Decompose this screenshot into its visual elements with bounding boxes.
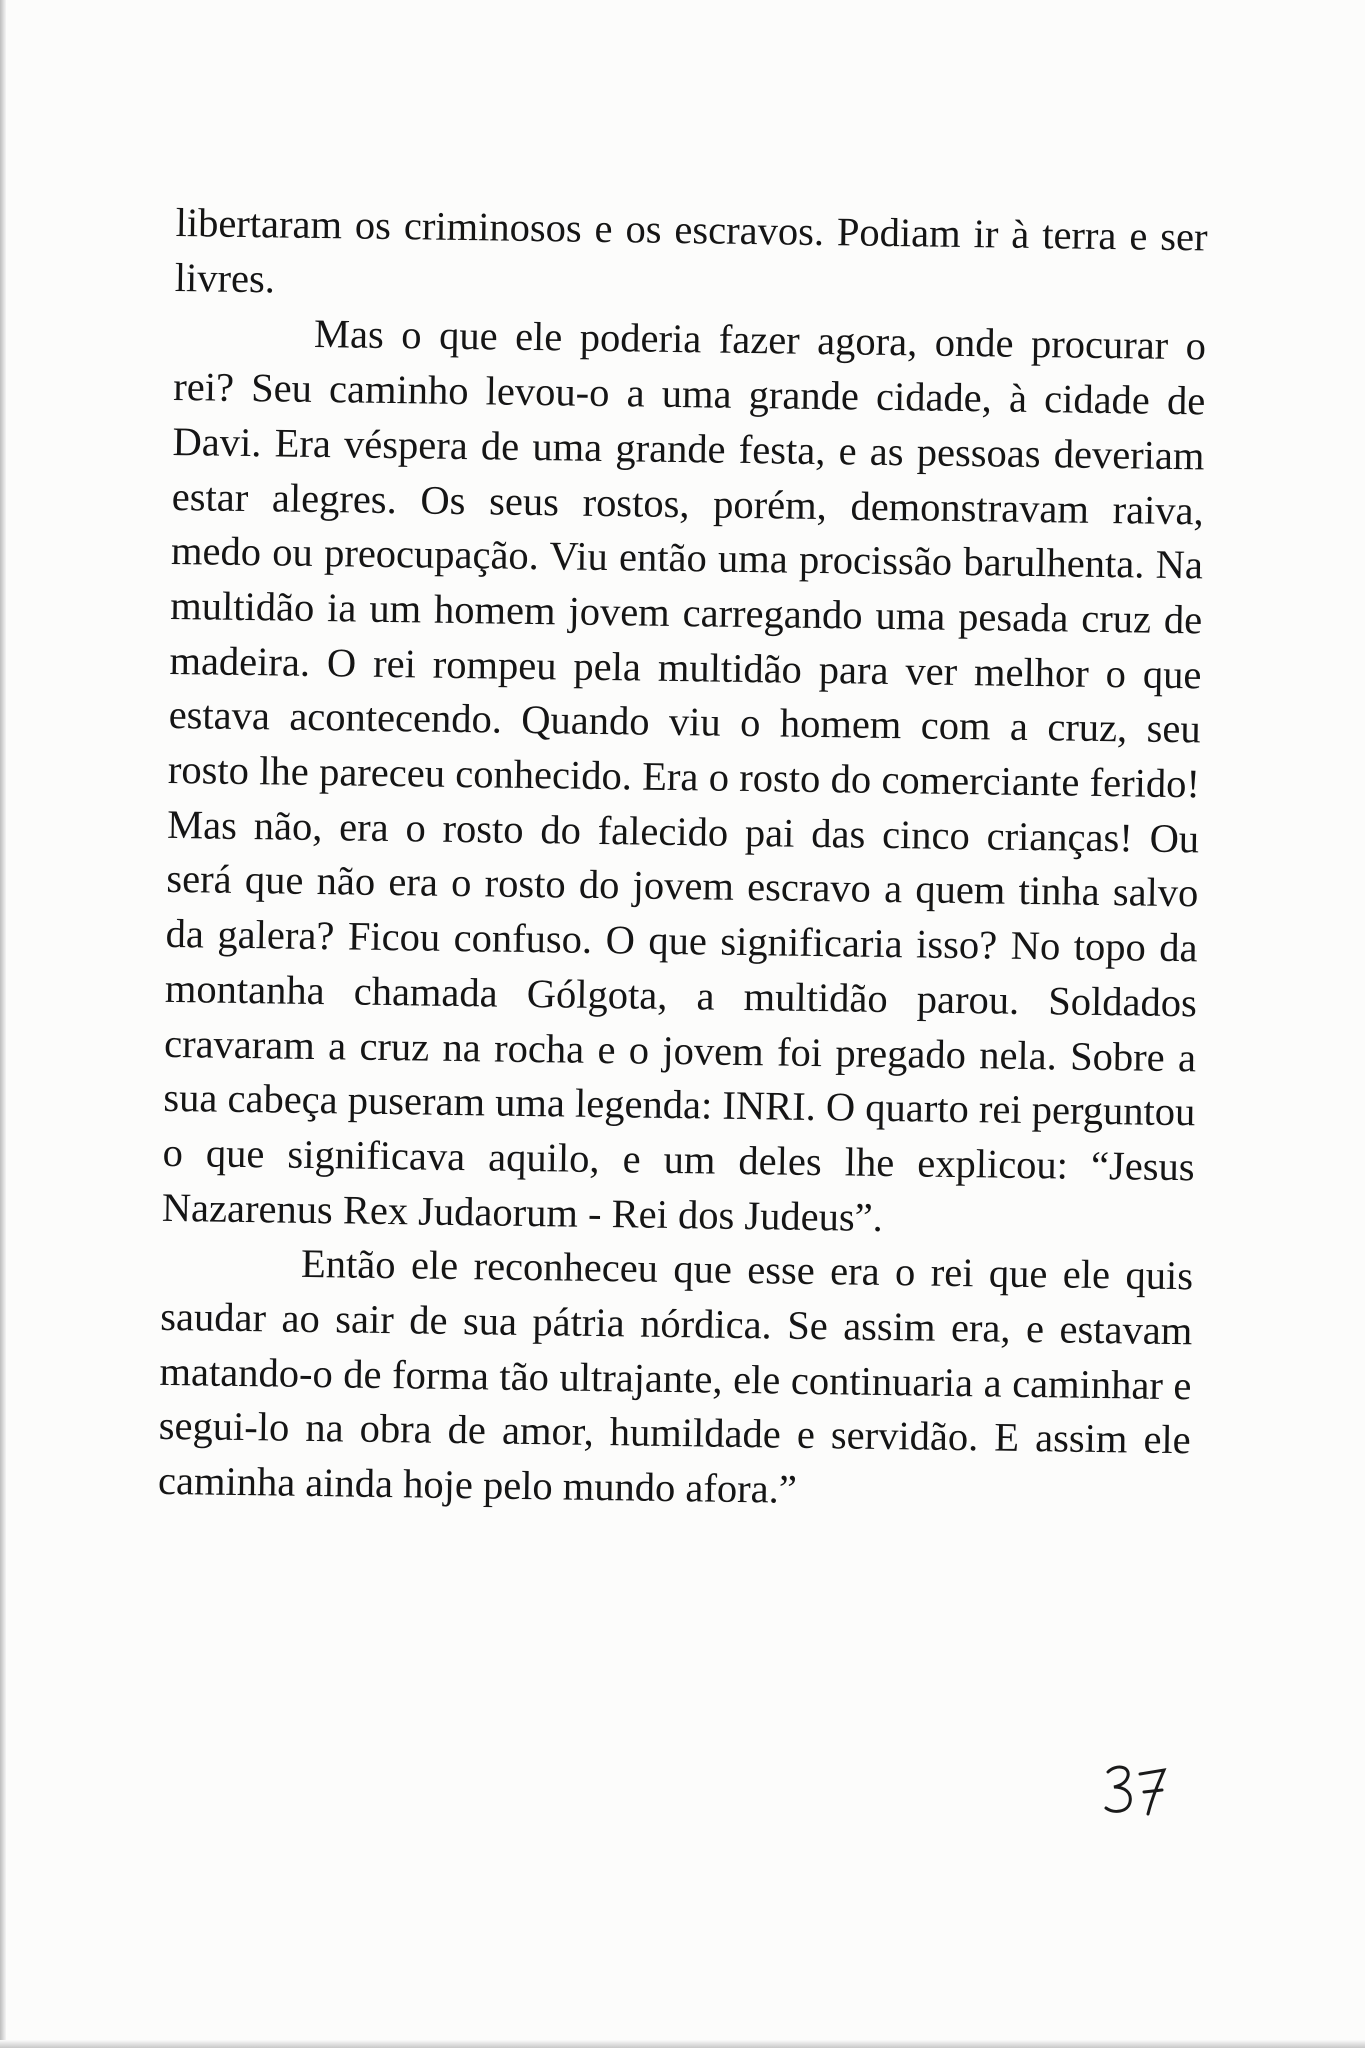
paragraph-2: Mas o que ele poderia fazer agora, onde procurar o rei? Seu caminho levou-o a uma grande cidade, à cidade de Davi. Era véspera de uma grande festa, e as pessoas deveriam estar alegres. Os seus rostos, porém, demonstravam raiva, medo ou preocupação. Viu então uma procissão barulhenta. Na multidão ia um homem jovem carregando uma pesada cruz de madeira. O rei rompeu pela multidão para ver melhor o que estava acontecendo. Quando viu o homem com a cruz, seu rosto lhe pareceu conhecido. Era o rosto do comerciante ferido! Mas não, era o rosto do falecido pai das cinco crianças! Ou será que não era o rosto do jovem escravo a quem tinha salvo da galera? Ficou confuso. O que significaria isso? No topo da montanha chamada Gólgota, a multidão parou. Soldados cravaram a cruz na rocha e o jovem foi pregado nela. Sobre a sua cabeça puseram uma legenda: INRI. O quarto rei perguntou o que significava aquilo, e um deles lhe explicou: “Jesus Nazarenus Rex Judaorum - Rei dos Judeus”. xyxy=(161,311,1207,1240)
paragraph-1: libertaram os criminosos e os escravos. Podiam ir à terra e ser livres. xyxy=(174,199,1208,302)
handwritten-page-number xyxy=(1100,1758,1180,1818)
page-edge-bottom xyxy=(0,2040,1365,2048)
page-edge-left xyxy=(0,0,6,2048)
body-text xyxy=(158,196,1208,1523)
paragraph-3: Então ele reconheceu que esse era o rei que ele quis saudar ao sair de sua pátria nórdica. Se assim era, e estavam matando-o de forma tão ultrajante, ele continuaria a caminhar e segui-lo na obra de amor, humildade e servidão. E assim ele caminha ainda hoje pelo mundo afora.” xyxy=(157,1241,1194,1512)
handwritten-page-number-drawing xyxy=(1100,1758,1180,1818)
